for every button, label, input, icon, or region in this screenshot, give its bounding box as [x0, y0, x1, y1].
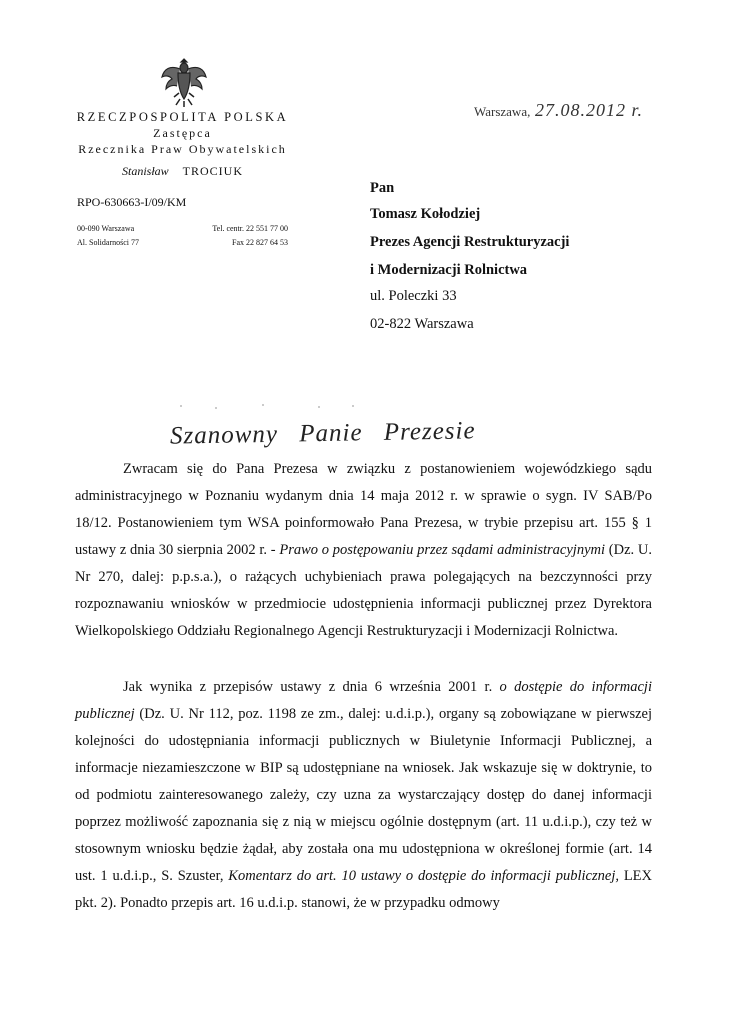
letterhead-signatory	[60, 164, 305, 179]
paragraph-1-italic-title: Prawo o postępowaniu przez sądami administracyjnymi	[279, 542, 606, 558]
handwritten-greeting: Szanowny Panie Prezesie	[169, 417, 476, 450]
recipient-salutation: Pan	[370, 180, 395, 196]
reference-number: RPO-630663-I/09/KM	[77, 195, 187, 209]
recipient-title-line-2: i Modernizacji Rolnictwa	[370, 262, 528, 278]
recipient-city: 02-822 Warszawa	[370, 316, 474, 332]
address-line-1: 00-090 Warszawa	[77, 224, 135, 233]
body-paragraph-2	[75, 674, 652, 917]
eagle-emblem-icon	[160, 55, 208, 107]
paragraph-2-text-a: Jak wynika z przepisów ustawy z dnia 6 września 2001 r.	[123, 679, 500, 695]
paragraph-2-text-c: LEX pkt. 2). Ponadto przepis art. 16 u.d.i.p. stanowi, że w przypadku odmowy	[75, 868, 653, 911]
phone-number: Tel. centr. 22 551 77 00	[212, 224, 288, 233]
dateline-place: Warszawa,	[474, 104, 531, 119]
recipient-title-line-1: Prezes Agencji Restrukturyzacji	[370, 234, 570, 250]
dateline-date-handwritten: 27.08.2012 r.	[535, 100, 644, 120]
scan-speck	[262, 404, 264, 406]
scan-speck	[318, 406, 320, 408]
fax-number: Fax 22 827 64 53	[232, 238, 288, 247]
scan-speck	[215, 407, 217, 409]
paragraph-2-text-b: (Dz. U. Nr 112, poz. 1198 ze zm., dalej: u.d.i.p.), organy są zobowiązane w pierwszej kolejności do udostępniania informacji publicznych w Biuletynie Informacji Publicznej, a informacje niezamieszczone w BIP są udostępniane na wniosek. Jak wskazuje się w doktrynie, to od podmiotu zainteresowanego zależy, czy uzna za wystarczający dostęp do danej informacji poprzez możliwość zapoznania się z nią w miejscu ogólnie dostępnym (art. 11 u.d.i.p.), czy też w stosownym wniosku będzie żądał, aby została ona mu udostępniona w określonej formie (art. 14 ust. 1 u.d.i.p., S. Szuster,	[75, 706, 652, 884]
signatory-last-name: TROCIUK	[182, 164, 244, 178]
scan-speck	[180, 405, 182, 407]
letterhead-office: Rzecznika Praw Obywatelskich	[78, 142, 287, 156]
recipient-street: ul. Poleczki 33	[370, 288, 457, 304]
scan-speck	[352, 405, 354, 407]
recipient-name: Tomasz Kołodziej	[370, 206, 481, 222]
body-paragraph-1	[75, 456, 652, 645]
paragraph-2-italic-citation: Komentarz do art. 10 ustawy o dostępie do informacji publicznej,	[228, 868, 619, 884]
paragraph-1-text-b: (Dz. U. Nr 270, dalej: p.p.s.a.), o rażących uchybieniach prawa polegających na bezczynności przy rozpoznawaniu wniosków w przedmiocie udostępnienia informacji publicznej przez Dyrektora Wielkopolskiego Oddziału Regionalnego Agencji Restrukturyzacji i Modernizacji Rolnictwa.	[75, 542, 652, 639]
letterhead-country: RZECZPOSPOLITA POLSKA	[76, 110, 289, 124]
paragraph-1-text-a: Zwracam się do Pana Prezesa w związku z postanowieniem wojewódzkiego sądu administracyjnego w Poznaniu wydanym dnia 14 maja 2012 r. w sprawie o sygn. IV SAB/Po 18/12. Postanowieniem tym WSA poinformowało Pana Prezesa, w trybie przepisu art. 155 § 1 ustawy z dnia 30 sierpnia 2002 r. -	[75, 461, 652, 558]
paragraph-2-italic-title: o dostępie do informacji publicznej	[75, 679, 652, 722]
address-line-2: Al. Solidarności 77	[77, 238, 139, 247]
signatory-first-name: Stanisław	[121, 164, 169, 178]
letterhead-deputy: Zastępca	[153, 126, 212, 140]
